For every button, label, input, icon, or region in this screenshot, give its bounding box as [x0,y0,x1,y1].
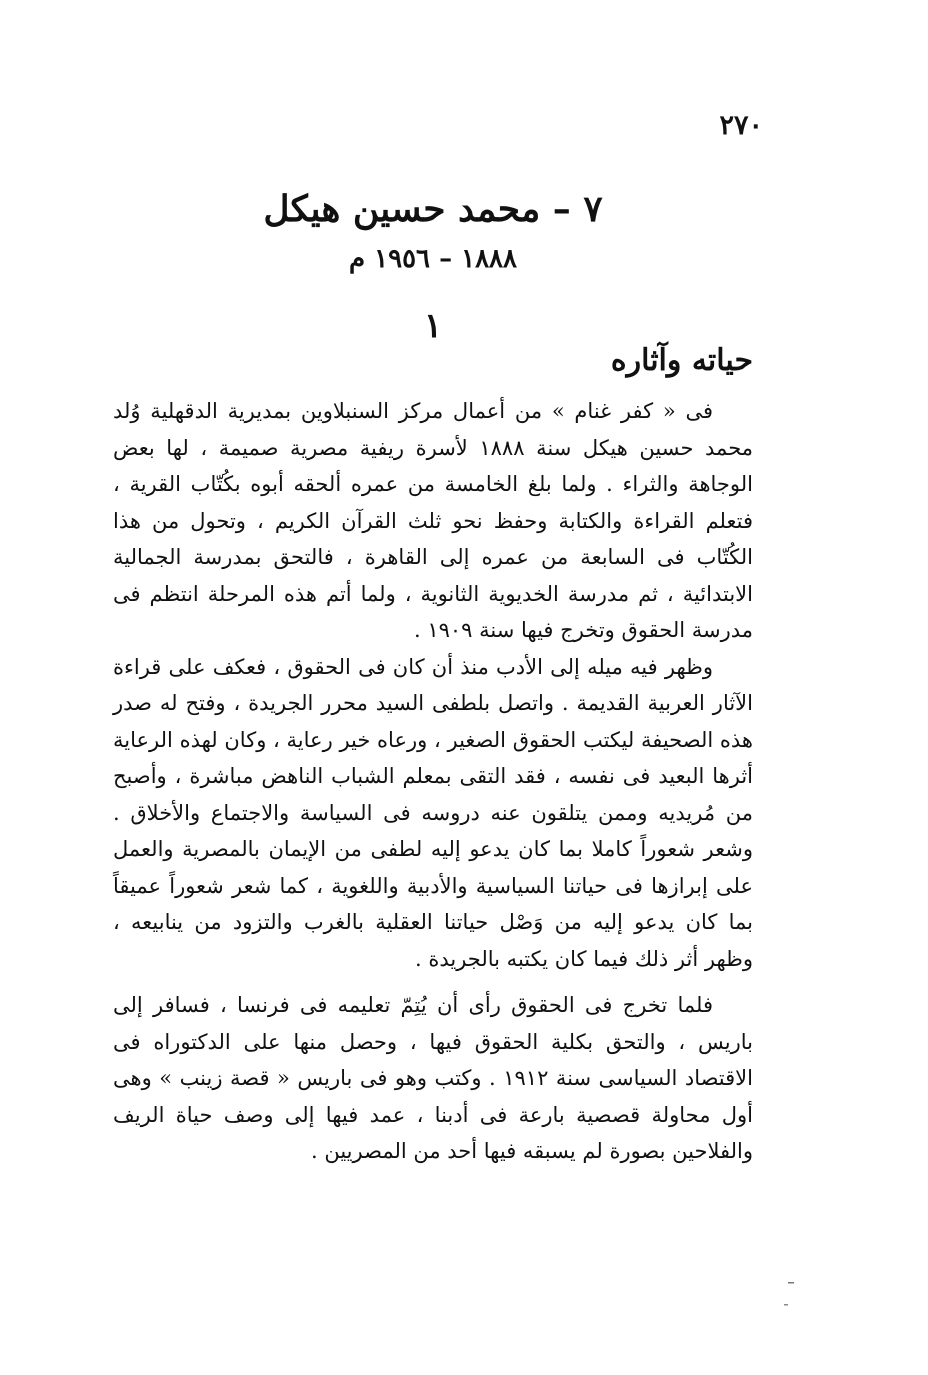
section-number: ١ [423,306,443,346]
paragraph-2: وظهر فيه ميله إلى الأدب منذ أن كان فى الحقوق ، فعكف على قراءة الآثار العربية القديمة . واتصل بلطفى السيد محرر الجريدة ، وفتح له صدر هذه الصحيفة ليكتب الحقوق الصغير ، ورعاه خير رعاية ، وكان لهذه الرعاية أثرها البعيد فى نفسه ، فقد التقى بمعلم الشباب الناهض مباشرة ، وأصبح من مُريديه وممن يتلقون عنه دروسه فى السياسة والاجتماع والأخلاق . وشعر شعوراً كاملا بما كان يدعو إليه لطفى من الإيمان بالمصرية والعمل على إبرازها فى حياتنا السياسية والأدبية واللغوية ، كما شعر شعوراً عميقاً بما كان يدعو إليه من وَصْل حياتنا العقلية بالغرب والتزود من ينابيعه ، وظهر أثر ذلك فيما كان يكتبه بالجريدة . [113,654,753,971]
paragraph-1: فى « كفر غنام » من أعمال مركز السنبلاوين بمديرية الدقهلية وُلد محمد حسين هيكل سنة ١٨٨٨ لأسرة ريفية مصرية صميمة ، لها بعض الوجاهة والثراء . ولما بلغ الخامسة من عمره ألحقه أبوه بكُتّاب القرية ، فتعلم القراءة والكتابة وحفظ نحو ثلث القرآن الكريم ، وتحول من هذا الكُتّاب فى السابعة من عمره إلى القاهرة ، فالتحق بمدرسة الجمالية الابتدائية ، ثم مدرسة الخديوية الثانوية ، ولما أتم هذه المرحلة انتظم فى مدرسة الحقوق وتخرج فيها سنة ١٩٠٩ . [113,399,753,642]
body-text [113,393,753,1170]
paper-speck-marks [782,1282,822,1322]
chapter-title: ٧ – محمد حسين هيكل [263,188,603,230]
paragraph-3: فلما تخرج فى الحقوق رأى أن يُتِمّ تعليمه فى فرنسا ، فسافر إلى باريس ، والتحق بكلية الحقوق فيها ، وحصل منها على الدكتوراه فى الاقتصاد السياسى سنة ١٩١٢ . وكتب وهو فى باريس « قصة زينب » وهى أول محاولة قصصية بارعة فى أدبنا ، عمد فيها إلى وصف حياة الريف والفلاحين بصورة لم يسبقه فيها أحد من المصريين . [113,993,753,1163]
chapter-dates: ١٨٨٨ – ١٩٥٦ م [349,244,517,274]
page-number: ٢٧٠ [719,110,763,141]
section-heading: حياته وآثاره [610,343,753,378]
